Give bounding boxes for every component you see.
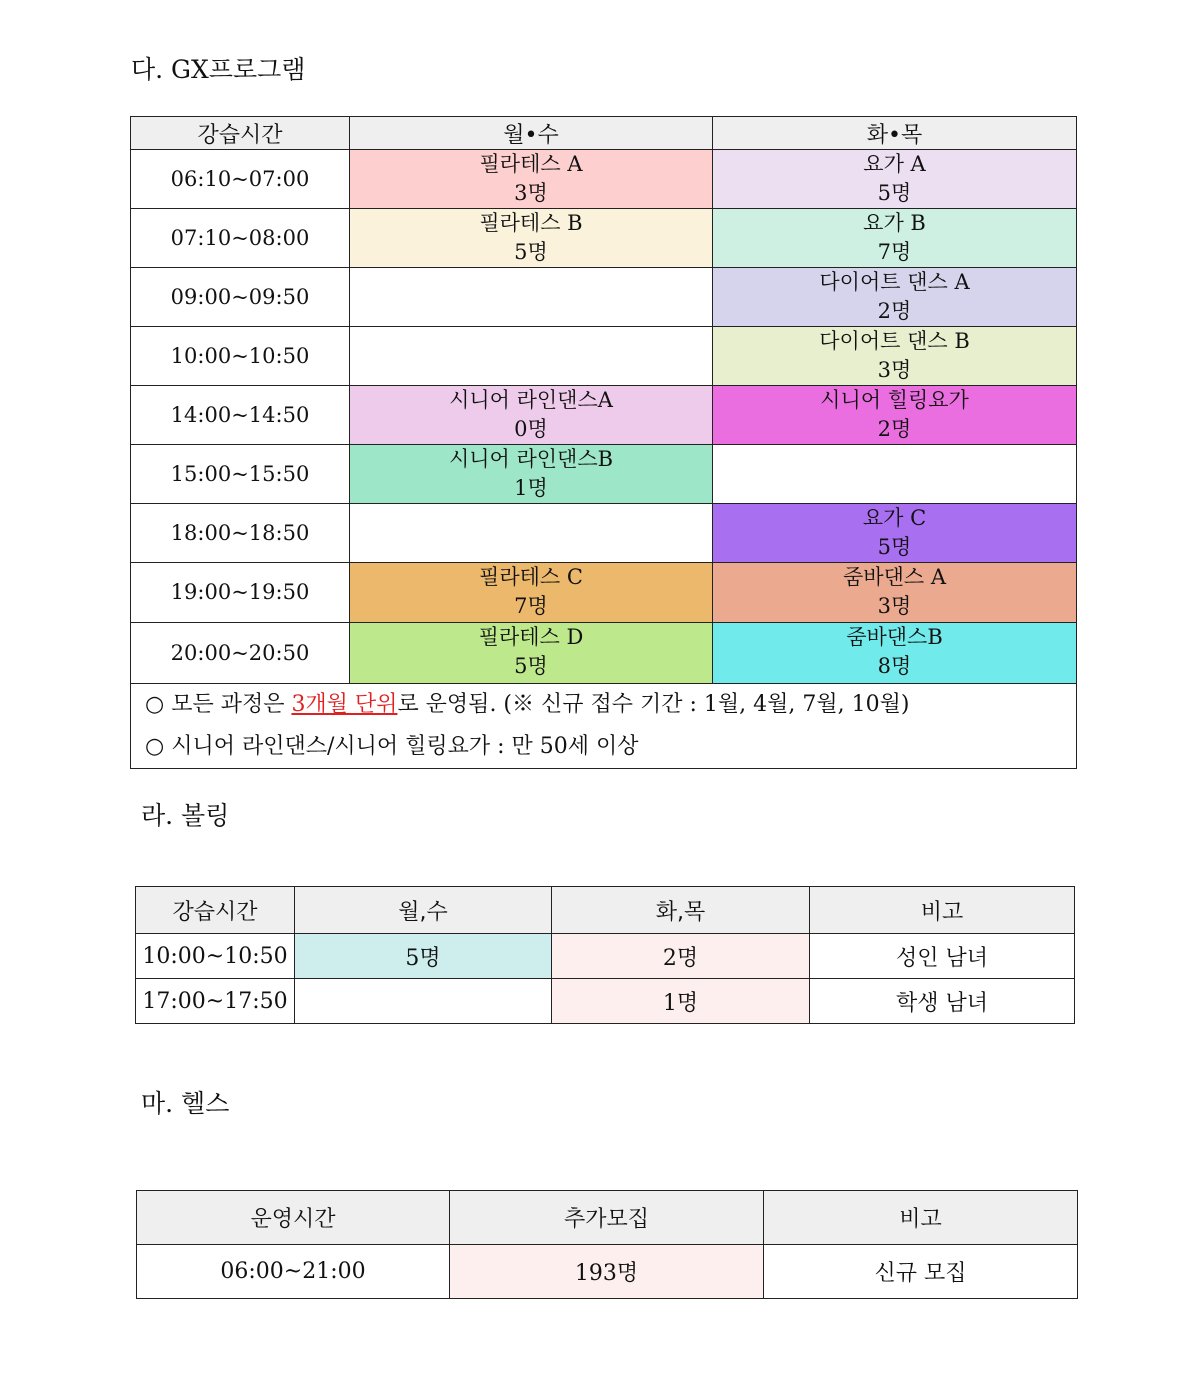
bowling-table [135, 886, 1075, 1024]
bowling-mon-wed-count [295, 979, 552, 1024]
bowling-note: 성인 남녀 [810, 934, 1075, 979]
gx-mon-wed-class [350, 150, 713, 209]
gx-tue-thu-class [713, 268, 1077, 327]
table-row [136, 979, 1075, 1024]
gx-tue-thu-class [713, 563, 1077, 623]
gx-class-name: 요가 B [863, 211, 926, 235]
bowling-tue-thu-count: 2명 [552, 934, 810, 979]
gx-class-name: 필라테스 D [478, 625, 584, 649]
gx-class-name: 시니어 라인댄스A [449, 388, 613, 412]
gx-mon-wed-class [350, 623, 713, 684]
table-row [131, 445, 1077, 504]
gx-class-name: 요가 C [862, 506, 927, 530]
table-row [131, 209, 1077, 268]
gx-class-name: 요가 A [863, 152, 926, 176]
gx-time-cell: 06:10~07:00 [131, 150, 350, 209]
table-row [136, 934, 1075, 979]
gx-note-1-highlight: 3개월 단위 [291, 692, 398, 717]
gx-class-count: 5명 [514, 654, 548, 678]
table-row [131, 150, 1077, 209]
gx-class-count: 5명 [514, 240, 548, 264]
health-header-extra: 추가모집 [450, 1191, 764, 1245]
bowling-note: 학생 남녀 [810, 979, 1075, 1024]
gx-notes-row [131, 684, 1077, 769]
gx-class-count: 7명 [877, 240, 912, 264]
gx-class-name: 다이어트 댄스 A [819, 270, 970, 294]
gx-time-cell: 07:10~08:00 [131, 209, 350, 268]
gx-class-name: 시니어 라인댄스B [448, 447, 614, 471]
gx-time-cell: 18:00~18:50 [131, 504, 350, 563]
table-row [131, 386, 1077, 445]
gx-class-count: 3명 [877, 358, 912, 382]
gx-mon-wed-class [350, 327, 713, 386]
bowling-time: 17:00~17:50 [136, 979, 295, 1024]
health-note: 신규 모집 [764, 1245, 1078, 1299]
gx-class-name: 필라테스 C [479, 565, 583, 589]
gx-time-cell: 19:00~19:50 [131, 563, 350, 623]
bowling-mon-wed-count: 5명 [295, 934, 552, 979]
health-heading: 마. 헬스 [141, 1089, 230, 1118]
gx-mon-wed-class [350, 563, 713, 623]
gx-tue-thu-class [713, 623, 1077, 684]
gx-heading: 다. GX프로그램 [131, 55, 306, 84]
health-header-time: 운영시간 [137, 1191, 450, 1245]
bowling-header-time: 강습시간 [136, 887, 295, 934]
gx-note-1-suffix: 로 운영됨. (※ 신규 접수 기간 : 1월, 4월, 7월, 10월) [397, 692, 910, 717]
gx-header-time: 강습시간 [131, 117, 350, 150]
gx-class-name: 필라테스 B [479, 211, 583, 235]
gx-note-1-prefix: ○ 모든 과정은 [145, 692, 292, 717]
gx-header-mon-wed: 월•수 [350, 117, 713, 150]
gx-mon-wed-class [350, 386, 713, 445]
bowling-header-tue-thu: 화,목 [552, 887, 810, 934]
gx-class-count: 3명 [877, 594, 912, 618]
table-row [131, 268, 1077, 327]
health-extra-count: 193명 [450, 1245, 764, 1299]
bowling-heading: 라. 볼링 [141, 801, 230, 830]
bowling-header-mon-wed: 월,수 [295, 887, 552, 934]
gx-time-cell: 10:00~10:50 [131, 327, 350, 386]
bowling-header-row [136, 887, 1075, 934]
gx-tue-thu-class [713, 209, 1077, 268]
gx-time-cell: 14:00~14:50 [131, 386, 350, 445]
gx-tue-thu-class [713, 445, 1077, 504]
gx-class-count: 8명 [877, 654, 912, 678]
gx-note-2: ○ 시니어 라인댄스/시니어 힐링요가 : 만 50세 이상 [145, 734, 639, 759]
gx-tue-thu-class [713, 327, 1077, 386]
gx-header-tue-thu: 화•목 [713, 117, 1077, 150]
health-header-note: 비고 [764, 1191, 1078, 1245]
gx-class-name: 시니어 힐링요가 [820, 388, 969, 412]
gx-class-name: 필라테스 A [479, 152, 583, 176]
bowling-time: 10:00~10:50 [136, 934, 295, 979]
table-row [131, 327, 1077, 386]
table-row [131, 623, 1077, 684]
gx-notes-cell [131, 684, 1077, 769]
bowling-header-note: 비고 [810, 887, 1075, 934]
gx-schedule-table [130, 116, 1077, 769]
gx-note-1 [145, 684, 1076, 726]
gx-class-count: 0명 [514, 417, 548, 441]
gx-class-count: 5명 [877, 535, 912, 559]
health-time: 06:00~21:00 [137, 1245, 450, 1299]
gx-mon-wed-class [350, 268, 713, 327]
gx-class-name: 줌바댄스B [846, 625, 943, 649]
gx-header-row [131, 117, 1077, 150]
health-header-row [137, 1191, 1078, 1245]
gx-time-cell: 20:00~20:50 [131, 623, 350, 684]
gx-class-count: 2명 [877, 299, 912, 323]
gx-class-count: 3명 [514, 181, 548, 205]
gx-class-name: 다이어트 댄스 B [819, 329, 970, 353]
gx-time-cell: 09:00~09:50 [131, 268, 350, 327]
table-row [131, 504, 1077, 563]
gx-class-count: 2명 [877, 417, 912, 441]
gx-mon-wed-class [350, 504, 713, 563]
gx-tue-thu-class [713, 504, 1077, 563]
bowling-tue-thu-count: 1명 [552, 979, 810, 1024]
gx-class-count: 7명 [514, 594, 548, 618]
table-row [137, 1245, 1078, 1299]
gx-mon-wed-class [350, 209, 713, 268]
gx-class-count: 5명 [877, 181, 912, 205]
gx-time-cell: 15:00~15:50 [131, 445, 350, 504]
gx-class-count: 1명 [514, 476, 548, 500]
gx-class-name: 줌바댄스 A [843, 565, 946, 589]
health-table [136, 1190, 1078, 1299]
gx-tue-thu-class [713, 150, 1077, 209]
gx-mon-wed-class [350, 445, 713, 504]
table-row [131, 563, 1077, 623]
gx-tue-thu-class [713, 386, 1077, 445]
